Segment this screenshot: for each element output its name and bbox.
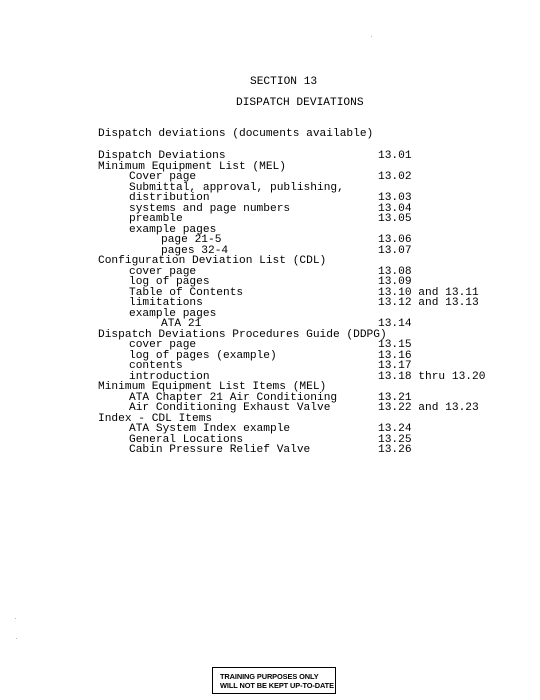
toc-entry-page: 13.22 and 13.23 [378, 402, 479, 414]
toc-entry-label: preamble [129, 213, 183, 225]
toc-entry-label: Dispatch Deviations [98, 150, 226, 162]
toc-entry-label: Index - CDL Items [98, 412, 213, 425]
toc-entry [98, 298, 518, 309]
toc-entry-page: 13.26 [378, 444, 412, 456]
toc-entry-label: limitations [129, 297, 203, 309]
toc-entry [98, 235, 518, 246]
toc-entry-label: contents [129, 360, 183, 372]
toc-entry-label: log of pages (example) [129, 349, 277, 362]
toc-entry-label: page 21-5 [161, 234, 222, 246]
training-notice-line-1: TRAINING PURPOSES ONLY [220, 672, 319, 681]
toc-entry-label: cover page [129, 265, 197, 278]
toc-entry-label: ATA 21 [161, 318, 202, 330]
toc-entry-page: 13.04 [378, 202, 412, 215]
toc-entry [98, 382, 518, 393]
toc-entry-page: 13.02 [378, 171, 412, 183]
toc-entry-page: 13.18 thru 13.20 [378, 370, 486, 383]
toc-entry [98, 361, 518, 372]
table-of-contents [98, 151, 518, 456]
intro-heading: Dispatch deviations (documents available) [98, 128, 374, 140]
toc-entry [98, 424, 518, 435]
training-notice-box [212, 667, 336, 694]
toc-entry [98, 277, 518, 288]
toc-entry-label: systems and page numbers [129, 202, 291, 215]
toc-entry-label: Configuration Deviation List (CDL) [98, 255, 327, 267]
toc-entry-page: 13.15 [378, 339, 412, 351]
toc-entry-label: Minimum Equipment List (MEL) [98, 160, 286, 173]
scan-speck [371, 36, 372, 37]
toc-entry-label: Minimum Equipment List Items (MEL) [98, 381, 327, 393]
toc-entry-page: 13.12 and 13.13 [378, 297, 479, 309]
toc-entry [98, 256, 518, 267]
toc-entry-page: 13.01 [378, 150, 412, 162]
toc-entry-label: log of pages [129, 276, 210, 288]
training-notice-line-2: WILL NOT BE KEPT UP-TO-DATE [220, 681, 334, 690]
toc-entry-page: 13.08 [378, 265, 412, 278]
toc-entry-page: 13.05 [378, 213, 412, 225]
toc-entry [98, 340, 518, 351]
toc-entry-page: 13.03 [378, 192, 412, 204]
scan-speck [15, 618, 16, 619]
toc-entry-page: 13.24 [378, 423, 412, 435]
toc-entry-label: Submittal, approval, publishing, [129, 181, 344, 194]
toc-entry-label: Air Conditioning Exhaust Valve [129, 402, 331, 414]
toc-entry-page: 13.14 [378, 318, 412, 330]
toc-entry [98, 445, 518, 456]
toc-entry-label: example pages [129, 223, 217, 236]
toc-entry [98, 151, 518, 162]
toc-entry-label: introduction [129, 370, 210, 383]
toc-entry-label: pages 32-4 [161, 244, 229, 257]
toc-entry-page: 13.17 [378, 360, 412, 372]
toc-entry-label: example pages [129, 307, 217, 320]
toc-entry-page: 13.10 and 13.11 [378, 286, 479, 299]
toc-entry-page: 13.16 [378, 349, 412, 362]
scan-speck [16, 638, 17, 639]
toc-entry [98, 193, 518, 204]
toc-entry-label: Dispatch Deviations Procedures Guide (DDPG) [98, 328, 387, 341]
toc-entry-page: 13.09 [378, 276, 412, 288]
toc-entry-label: cover page [129, 339, 197, 351]
toc-entry [98, 403, 518, 414]
toc-entry-label: General Locations [129, 433, 244, 446]
toc-entry-label: Cabin Pressure Relief Valve [129, 444, 311, 456]
toc-entry-label: ATA Chapter 21 Air Conditioning [129, 391, 338, 404]
section-number: SECTION 13 [250, 76, 318, 88]
toc-entry-label: ATA System Index example [129, 423, 291, 435]
toc-entry [98, 172, 518, 183]
toc-entry-page: 13.06 [378, 234, 412, 246]
toc-entry-page: 13.07 [378, 244, 412, 257]
toc-entry [98, 319, 518, 330]
toc-entry-label: Cover page [129, 171, 197, 183]
toc-entry [98, 214, 518, 225]
toc-entry-label: distribution [129, 192, 210, 204]
section-title: DISPATCH DEVIATIONS [236, 97, 364, 109]
toc-entry-page: 13.21 [378, 391, 412, 404]
toc-entry-label: Table of Contents [129, 286, 244, 299]
toc-entry-page: 13.25 [378, 433, 412, 446]
